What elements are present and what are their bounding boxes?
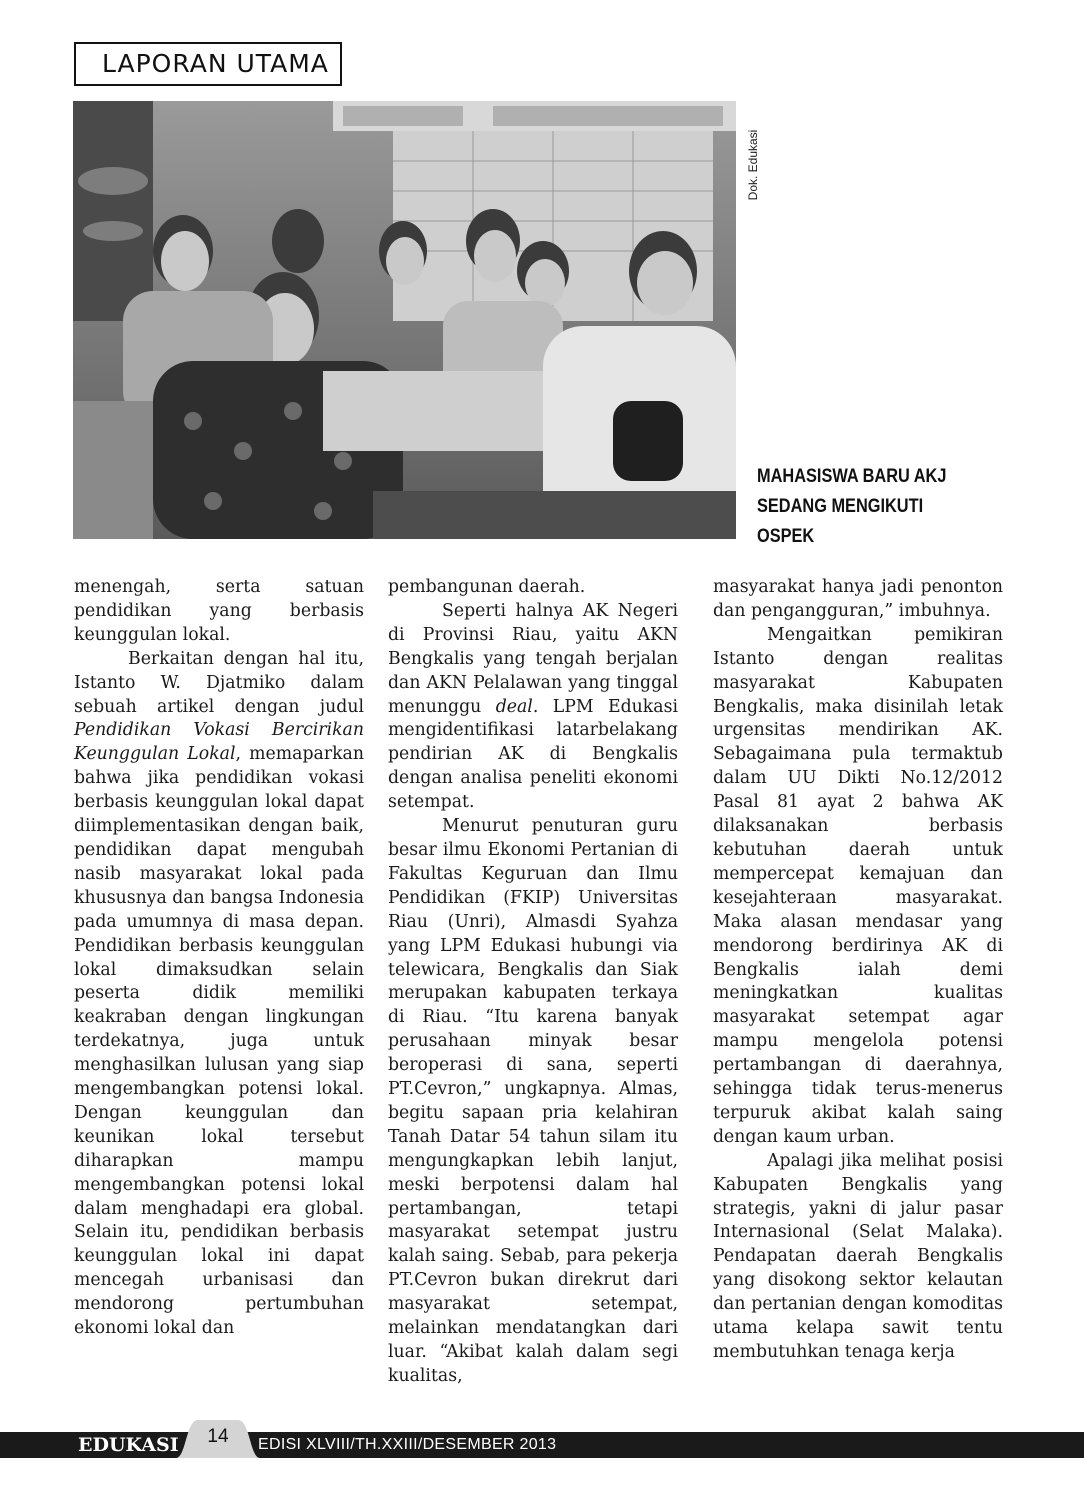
article-column-1 <box>74 576 364 1341</box>
caption-line-2: SEDANG MENGIKUTI OSPEK <box>757 496 924 547</box>
paragraph: pembangunan daerah. <box>388 577 586 597</box>
photo-caption <box>757 462 981 552</box>
photo-credit <box>741 120 765 210</box>
article-photo <box>73 101 736 539</box>
article-column-3 <box>713 576 1003 1365</box>
paragraph: Mengaitkan pemikiran Istanto dengan realitas masyarakat Kabupaten Bengkalis, maka disinilah letak urgensitas mendirikan AK. Sebagaimana pula termaktub dalam UU Dikti No.12/2012 Pasal 81 ayat 2 bahwa AK dilaksanakan berbasis kebutuhan daerah untuk mempercepat kemajuan dan kesejahteraan masyarakat. Maka alasan mendasar yang mendorong berdirinya AK di Bengkalis ialah demi meningkatkan kualitas masyarakat setempat agar mampu mengelola potensi pertambangan di daerahnya, sehingga tidak terus-menerus terpuruk akibat kalah saing dengan kaum urban. <box>713 624 1003 1147</box>
paragraph: Menurut penuturan guru besar ilmu Ekonomi Pertanian di Fakultas Keguruan dan Ilmu Pendidikan (FKIP) Universitas Riau (Unri), Almasdi Syahza yang LPM Edukasi hubungi via telewicara, Bengkalis dan Siak merupakan kabupaten terkaya di Riau. “Itu karena banyak perusahaan minyak besar beroperasi di sana, seperti PT.Cevron,” ungkapnya. Almas, begitu sapaan pria kelahiran Tanah Datar 54 tahun silam itu mengungkapkan lebih lanjut, meski berpotensi dalam hal pertambangan, tetapi masyarakat setempat justru kalah saing. Sebab, para pekerja PT.Cevron bukan direkrut dari masyarakat setempat, melainkan mendatangkan dari luar. “Akibat kalah dalam segi kualitas, <box>388 816 678 1386</box>
paragraph: Berkaitan dengan hal itu, Istanto W. Djatmiko dalam sebuah artikel dengan judul Pendidikan Vokasi Bercirikan Keunggulan Lokal, memaparkan bahwa jika pendidikan vokasi berbasis keunggulan lokal dapat diimplementasikan dengan baik, pendidikan dapat mengubah nasib masyarakat lokal pada khususnya dan bangsa Indonesia pada umumnya di masa depan. Pendidikan berbasis keunggulan lokal dimaksudkan selain peserta didik memiliki keakraban dengan lingkungan terdekatnya, juga untuk menghasilkan lulusan yang siap mengembangkan potensi lokal. Dengan keunggulan dan keunikan lokal tersebut diharapkan mampu mengembangkan potensi lokal dalam menghadapi era global. Selain itu, pendidikan berbasis keunggulan lokal ini dapat mencegah urbanisasi dan mendorong pertumbuhan ekonomi lokal dan <box>74 648 364 1339</box>
caption-line-1: MAHASISWA BARU AKJ <box>757 466 947 487</box>
edition-info: EDISI XLVIII/TH.XXIII/DESEMBER 2013 <box>258 1436 557 1453</box>
page-number: 14 <box>207 1426 229 1447</box>
photo-credit-text: Dok. Edukasi <box>746 129 760 201</box>
article-column-2 <box>388 576 678 1389</box>
magazine-name: EDUKASI <box>78 1434 179 1456</box>
paragraph: Seperti halnya AK Negeri di Provinsi Riau, yaitu AKN Bengkalis yang tengah berjalan dan AKN Pelalawan yang tinggal menunggu deal. LPM Edukasi mengidentifikasi latarbelakang pendirian AK di Bengkalis dengan analisa peneliti ekonomi setempat. <box>388 600 678 813</box>
paragraph: menengah, serta satuan pendidikan yang berbasis keunggulan lokal. <box>74 577 364 645</box>
paragraph: masyarakat hanya jadi penonton dan pengangguran,” imbuhnya. <box>713 577 1003 621</box>
section-label: LAPORAN UTAMA <box>74 42 342 86</box>
paragraph: Apalagi jika melihat posisi Kabupaten Bengkalis yang strategis, yakni di jalur pasar Internasional (Selat Malaka). Pendapatan daerah Bengkalis yang disokong sektor kelautan dan pertanian dengan komoditas utama kelapa sawit tentu membutuhkan tenaga kerja <box>713 1150 1003 1362</box>
classroom-photo-illustration <box>73 101 736 539</box>
